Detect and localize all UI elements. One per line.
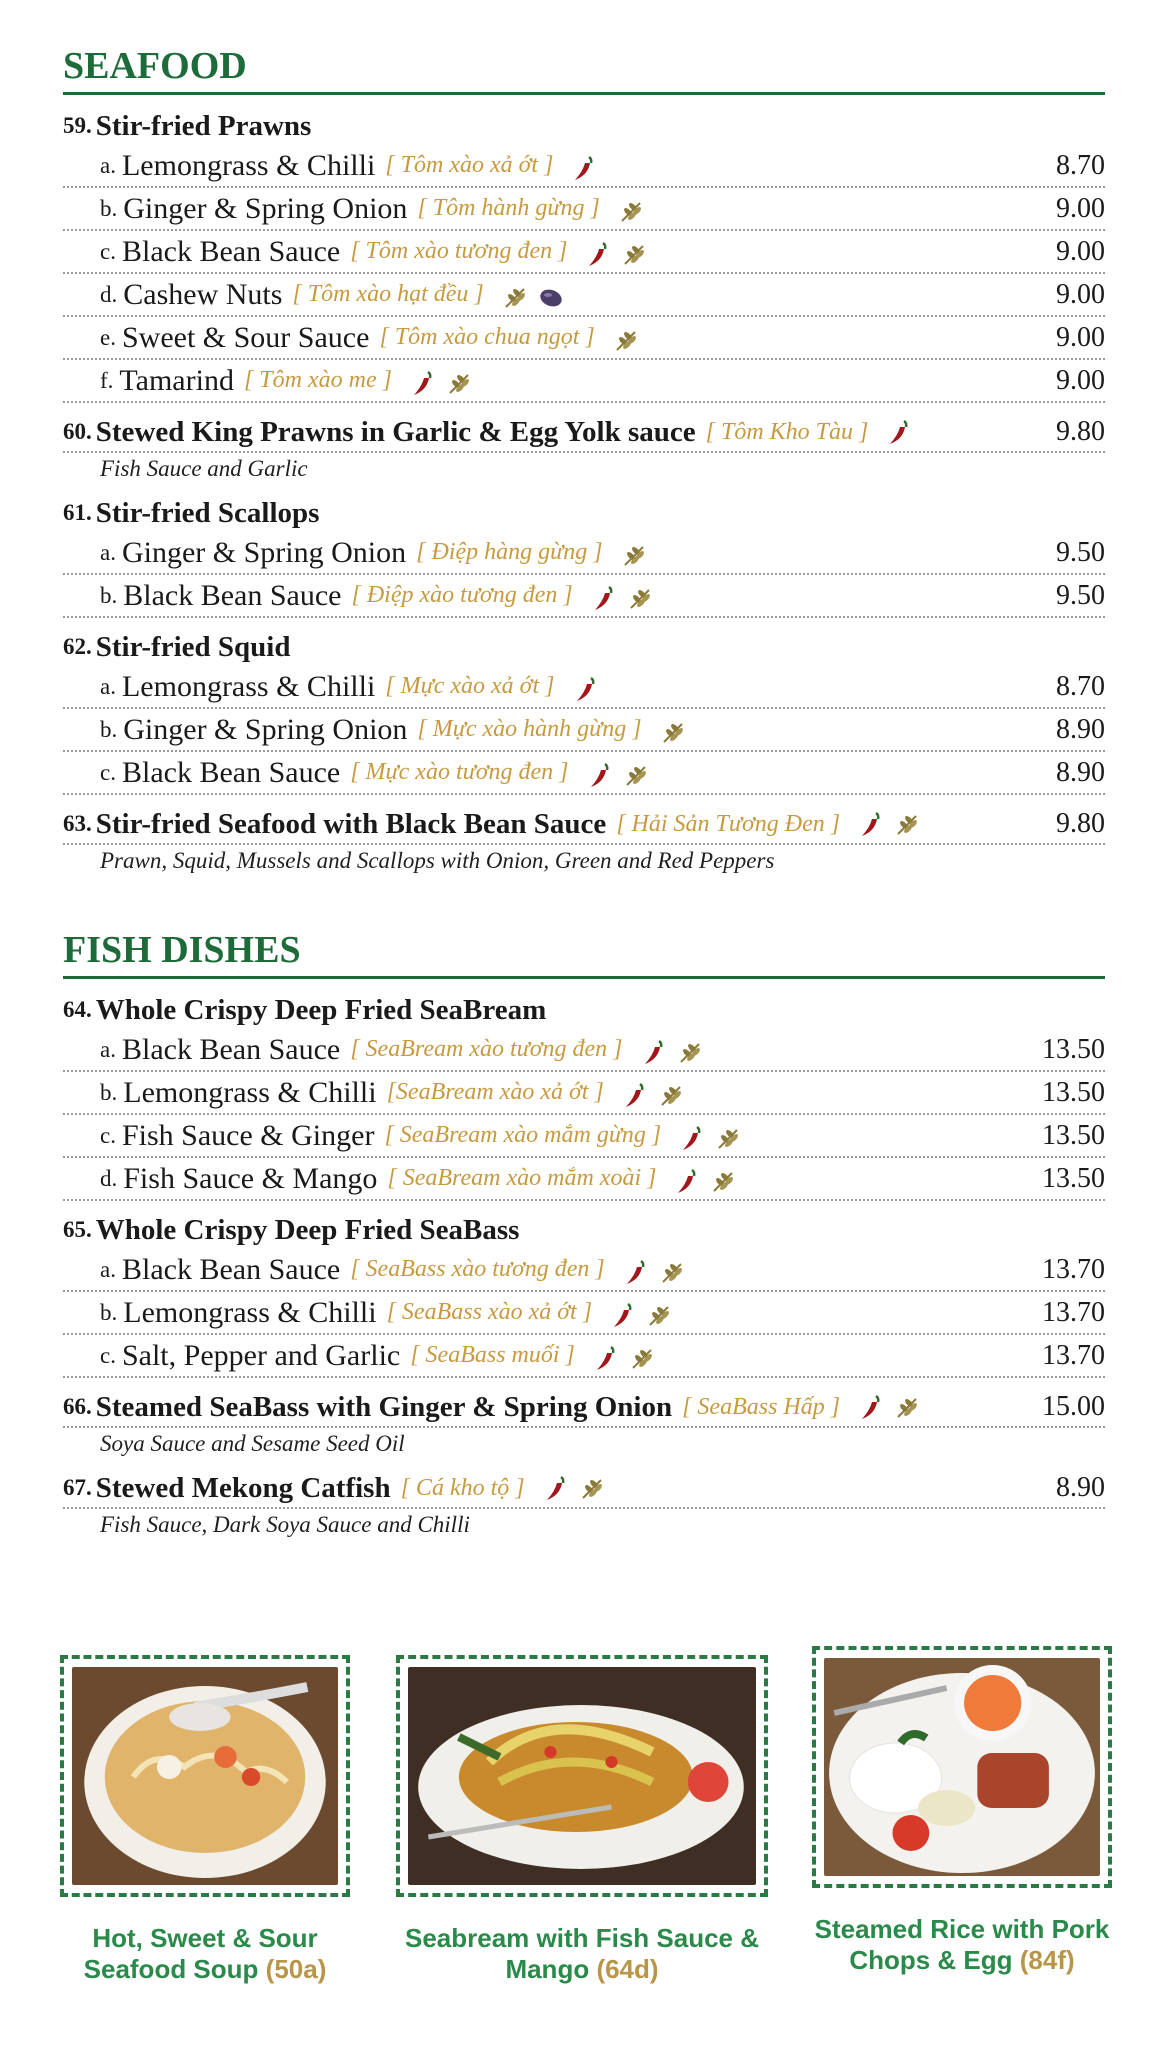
option-price: 9.50 — [1056, 580, 1105, 611]
chilli-icon — [585, 238, 611, 266]
photo-frame — [396, 1655, 768, 1897]
photo-caption: Hot, Sweet & Sour Seafood Soup (50a) — [83, 1923, 327, 1984]
option-letter: a. — [100, 1037, 116, 1062]
option-name: Cashew Nuts — [123, 278, 283, 311]
photo-caption: Seabream with Fish Sauce & Mango (64d) — [404, 1923, 759, 1984]
diet-icons — [660, 715, 686, 745]
wheat-icon — [623, 759, 649, 787]
menu-dish — [63, 1469, 1105, 1540]
soup-photo — [72, 1667, 338, 1885]
diet-icons — [610, 1298, 672, 1328]
wheat-icon — [677, 1036, 703, 1064]
menu-dish — [63, 494, 1105, 618]
option-name: Black Bean Sauce — [121, 1253, 341, 1286]
wheat-icon — [627, 582, 653, 610]
dish-description: Soya Sauce and Sesame Seed Oil — [100, 1431, 405, 1456]
option-letter: c. — [100, 239, 116, 264]
dish-name: Stir-fried Seafood with Black Bean Sauce — [95, 808, 607, 840]
dish-option — [63, 188, 1105, 231]
diet-icons — [674, 1164, 736, 1194]
wheat-icon — [502, 281, 528, 309]
diet-icons — [858, 1392, 920, 1422]
option-letter: a. — [100, 1257, 116, 1282]
dish-code: (50a) — [265, 1954, 327, 1984]
wheat-icon — [618, 195, 644, 223]
option-price: 9.00 — [1056, 365, 1105, 396]
dish-option — [63, 274, 1105, 317]
option-price: 13.50 — [1042, 1120, 1105, 1151]
wheat-icon — [621, 238, 647, 266]
option-name: Fish Sauce & Ginger — [121, 1119, 375, 1152]
vietnamese-name: [ Mực xào xả ớt ] — [385, 673, 555, 699]
dish-name: Stir-fried Prawns — [95, 110, 312, 142]
dish-price: 9.80 — [1056, 416, 1105, 447]
chilli-icon — [679, 1122, 705, 1150]
option-price: 8.70 — [1056, 150, 1105, 181]
dish-name: Steamed SeaBass with Ginger & Spring Onion — [95, 1391, 673, 1423]
section-gap — [63, 886, 1105, 926]
diet-icons — [613, 323, 639, 353]
option-letter: f. — [100, 368, 114, 393]
option-name: Black Bean Sauce — [121, 235, 341, 268]
option-name: Ginger & Spring Onion — [121, 536, 407, 569]
option-price: 13.70 — [1042, 1297, 1105, 1328]
chilli-icon — [410, 367, 436, 395]
dish-option — [63, 1115, 1105, 1158]
option-price: 8.90 — [1056, 757, 1105, 788]
diet-icons — [571, 151, 597, 181]
option-letter: b. — [100, 196, 118, 221]
vietnamese-name: [ SeaBass xào tương đen ] — [350, 1256, 605, 1282]
vietnamese-name: [ Điệp hàng gừng ] — [416, 539, 603, 565]
option-letter: b. — [100, 1300, 118, 1325]
option-name: Black Bean Sauce — [123, 579, 342, 612]
dish-option — [63, 575, 1105, 618]
option-price: 13.50 — [1042, 1163, 1105, 1194]
dish-option — [63, 360, 1105, 403]
vietnamese-name: [ Cá kho tộ ] — [400, 1475, 525, 1501]
menu-dish — [63, 805, 1105, 876]
dish-heading — [63, 413, 1105, 453]
wheat-icon — [715, 1122, 741, 1150]
option-name: Lemongrass & Chilli — [123, 1296, 377, 1329]
rice-photo — [824, 1658, 1100, 1876]
vietnamese-name: [ SeaBream xào tương đen ] — [350, 1036, 623, 1062]
menu-dish — [63, 107, 1105, 403]
dish-heading — [63, 991, 1105, 1029]
dish-name: Whole Crispy Deep Fried SeaBream — [95, 994, 547, 1026]
chilli-icon — [571, 152, 597, 180]
dish-name: Stir-fried Scallops — [95, 497, 320, 529]
diet-icons — [623, 1255, 685, 1285]
photo-caption: Steamed Rice with Pork Chops & Egg (84f) — [814, 1914, 1110, 1975]
wheat-icon — [710, 1165, 736, 1193]
option-letter: d. — [100, 282, 118, 307]
dish-price: 8.90 — [1056, 1472, 1105, 1503]
option-letter: c. — [100, 1343, 116, 1368]
dish-option — [63, 752, 1105, 795]
diet-icons — [886, 417, 912, 447]
chilli-icon — [610, 1299, 636, 1327]
photo-card-rice — [812, 1646, 1112, 1976]
vietnamese-name: [ Mực xào hành gừng ] — [417, 716, 642, 742]
vietnamese-name: [ Tôm xào hạt đều ] — [292, 281, 484, 307]
option-name: Tamarind — [119, 364, 234, 397]
wheat-icon — [621, 539, 647, 567]
wheat-icon — [629, 1342, 655, 1370]
dish-name: Stewed Mekong Catfish — [95, 1472, 391, 1504]
section-title: SEAFOOD — [63, 42, 1105, 95]
dish-code: (64d) — [596, 1954, 659, 1984]
option-name: Black Bean Sauce — [121, 1033, 341, 1066]
wheat-icon — [894, 1393, 920, 1421]
photo-gallery — [60, 1655, 1112, 1995]
dish-option — [63, 1292, 1105, 1335]
dish-option — [63, 231, 1105, 274]
dish-heading — [63, 1211, 1105, 1249]
dish-price: 15.00 — [1042, 1391, 1105, 1422]
option-price: 9.00 — [1056, 322, 1105, 353]
option-price: 13.70 — [1042, 1340, 1105, 1371]
dish-description: Prawn, Squid, Mussels and Scallops with Onion, Green and Red Peppers — [100, 848, 775, 873]
dish-description: Fish Sauce and Garlic — [100, 456, 308, 481]
option-letter: a. — [100, 674, 116, 699]
dish-option — [63, 1249, 1105, 1292]
dish-number: 66. — [63, 1394, 92, 1419]
dish-number: 61. — [63, 500, 92, 525]
diet-icons — [573, 672, 599, 702]
wheat-icon — [446, 367, 472, 395]
dish-option — [63, 709, 1105, 752]
dish-option — [63, 145, 1105, 188]
dish-number: 67. — [63, 1475, 92, 1500]
diet-icons — [543, 1473, 605, 1503]
option-price: 9.00 — [1056, 193, 1105, 224]
diet-icons — [410, 366, 472, 396]
chilli-icon — [641, 1036, 667, 1064]
option-name: Lemongrass & Chilli — [123, 1076, 377, 1109]
option-name: Ginger & Spring Onion — [123, 192, 408, 225]
option-letter: c. — [100, 1123, 116, 1148]
option-letter: b. — [100, 1080, 118, 1105]
option-price: 13.50 — [1042, 1077, 1105, 1108]
chilli-icon — [587, 759, 613, 787]
dish-option — [63, 1335, 1105, 1378]
photo-frame — [60, 1655, 350, 1897]
vietnamese-name: [ Tôm xào xả ớt ] — [385, 152, 554, 178]
option-letter: b. — [100, 717, 118, 742]
vietnamese-name: [ Tôm xào chua ngọt ] — [379, 324, 595, 350]
chilli-icon — [573, 673, 599, 701]
photo-card-seabream — [396, 1655, 768, 1985]
dish-heading — [63, 628, 1105, 666]
dish-option — [63, 1158, 1105, 1201]
nut-icon — [538, 281, 564, 309]
option-name: Ginger & Spring Onion — [123, 713, 408, 746]
wheat-icon — [658, 1079, 684, 1107]
option-letter: a. — [100, 540, 116, 565]
vietnamese-name: [ SeaBass xào xả ớt ] — [386, 1299, 593, 1325]
diet-icons — [622, 1078, 684, 1108]
vietnamese-name: [ SeaBream xào mắm gừng ] — [384, 1122, 662, 1148]
diet-icons — [502, 280, 564, 310]
option-letter: a. — [100, 153, 116, 178]
dish-heading — [63, 494, 1105, 532]
menu-dish — [63, 991, 1105, 1201]
dish-name: Stewed King Prawns in Garlic & Egg Yolk sauce — [95, 416, 696, 448]
option-letter: c. — [100, 760, 116, 785]
diet-icons — [679, 1121, 741, 1151]
dish-option — [63, 666, 1105, 709]
diet-icons — [593, 1341, 655, 1371]
photo-frame — [812, 1646, 1112, 1888]
chilli-icon — [543, 1474, 569, 1502]
chilli-icon — [858, 1393, 884, 1421]
diet-icons — [641, 1035, 703, 1065]
dish-option — [63, 317, 1105, 360]
option-price: 9.50 — [1056, 537, 1105, 568]
diet-icons — [621, 538, 647, 568]
dish-heading — [63, 1388, 1105, 1428]
vietnamese-name: [ Hải Sản Tương Đen ] — [616, 811, 841, 837]
option-name: Black Bean Sauce — [121, 756, 341, 789]
vietnamese-name: [ Tôm xào me ] — [243, 367, 392, 393]
chilli-icon — [858, 810, 884, 838]
dish-heading — [63, 1469, 1105, 1509]
vietnamese-name: [ Mực xào tương đen ] — [350, 759, 569, 785]
chilli-icon — [674, 1165, 700, 1193]
menu-dish — [63, 413, 1105, 484]
chilli-icon — [623, 1256, 649, 1284]
menu — [63, 42, 1105, 1550]
diet-icons — [585, 237, 647, 267]
chilli-icon — [591, 582, 617, 610]
wheat-icon — [894, 810, 920, 838]
vietnamese-name: [ Tôm xào tương đen ] — [350, 238, 568, 264]
dish-code: (84f) — [1019, 1945, 1075, 1975]
chilli-icon — [622, 1079, 648, 1107]
dish-price: 9.80 — [1056, 808, 1105, 839]
wheat-icon — [613, 324, 639, 352]
dish-description: Fish Sauce, Dark Soya Sauce and Chilli — [100, 1512, 470, 1537]
dish-number: 60. — [63, 419, 92, 444]
dish-number: 65. — [63, 1217, 92, 1242]
option-name: Lemongrass & Chilli — [121, 670, 376, 703]
dish-number: 62. — [63, 634, 92, 659]
option-letter: b. — [100, 583, 118, 608]
chilli-icon — [593, 1342, 619, 1370]
dish-heading — [63, 805, 1105, 845]
dish-name: Whole Crispy Deep Fried SeaBass — [95, 1214, 520, 1246]
wheat-icon — [660, 716, 686, 744]
option-letter: d. — [100, 1166, 118, 1191]
option-price: 8.90 — [1056, 714, 1105, 745]
menu-dish — [63, 628, 1105, 795]
dish-option — [63, 1072, 1105, 1115]
vietnamese-name: [ SeaBass Hấp ] — [682, 1394, 841, 1420]
option-price: 9.00 — [1056, 279, 1105, 310]
dish-number: 59. — [63, 113, 92, 138]
option-name: Fish Sauce & Mango — [123, 1162, 378, 1195]
dish-number: 63. — [63, 811, 92, 836]
option-name: Sweet & Sour Sauce — [121, 321, 370, 354]
vietnamese-name: [ Điệp xào tương đen ] — [351, 582, 573, 608]
wheat-icon — [659, 1256, 685, 1284]
diet-icons — [858, 809, 920, 839]
wheat-icon — [646, 1299, 672, 1327]
option-name: Lemongrass & Chilli — [121, 149, 376, 182]
dish-name: Stir-fried Squid — [95, 631, 291, 663]
dish-heading — [63, 107, 1105, 145]
vietnamese-name: [ Tôm Kho Tàu ] — [705, 419, 869, 445]
vietnamese-name: [ Tôm hành gừng ] — [417, 195, 600, 221]
option-price: 9.00 — [1056, 236, 1105, 267]
diet-icons — [591, 581, 653, 611]
diet-icons — [618, 194, 644, 224]
seabream-photo — [408, 1667, 756, 1885]
option-price: 13.70 — [1042, 1254, 1105, 1285]
option-price: 13.50 — [1042, 1034, 1105, 1065]
vietnamese-name: [ SeaBass muối ] — [410, 1342, 575, 1368]
option-name: Salt, Pepper and Garlic — [121, 1339, 401, 1372]
option-letter: e. — [100, 325, 116, 350]
wheat-icon — [579, 1474, 605, 1502]
dish-number: 64. — [63, 997, 92, 1022]
dish-option — [63, 532, 1105, 575]
photo-card-soup — [60, 1655, 350, 1985]
vietnamese-name: [ SeaBream xào mắm xoài ] — [387, 1165, 657, 1191]
chilli-icon — [886, 418, 912, 446]
section-title: FISH DISHES — [63, 926, 1105, 979]
option-price: 8.70 — [1056, 671, 1105, 702]
menu-dish — [63, 1388, 1105, 1459]
menu-dish — [63, 1211, 1105, 1378]
vietnamese-name: [SeaBream xào xả ớt ] — [386, 1079, 604, 1105]
diet-icons — [587, 758, 649, 788]
dish-option — [63, 1029, 1105, 1072]
